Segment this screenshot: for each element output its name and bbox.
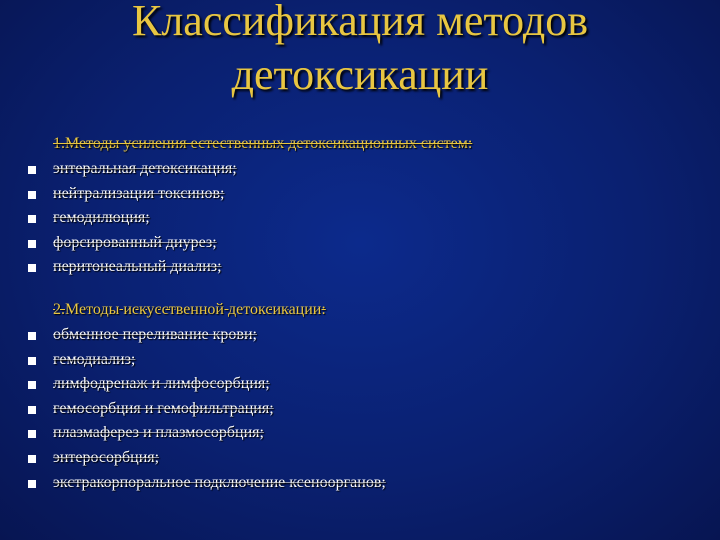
bullet-list xyxy=(28,323,708,495)
list-item-text: гемосорбция и гемофильтрация; xyxy=(53,399,274,417)
square-bullet-icon xyxy=(28,166,36,174)
list-item xyxy=(28,182,708,207)
list-item-text: лимфодренаж и лимфосорбция; xyxy=(53,375,270,393)
list-item xyxy=(28,206,708,231)
list-item-text: плазмаферез и плазмосорбция; xyxy=(53,424,264,442)
list-item-text: энтеросорбция; xyxy=(53,448,160,466)
title-line-2: детоксикации xyxy=(231,50,489,99)
list-item xyxy=(28,323,708,348)
list-item xyxy=(28,421,708,446)
list-item xyxy=(28,157,708,182)
list-item xyxy=(28,397,708,422)
square-bullet-icon xyxy=(28,480,36,488)
title-line-1: Классификация методов xyxy=(132,0,588,45)
bullet-list xyxy=(28,157,708,280)
square-bullet-icon xyxy=(28,430,36,438)
list-item-text: гемодилюция; xyxy=(53,209,150,227)
list-item-text: экстракорпоральное подключение ксеноорганов; xyxy=(53,473,386,491)
list-item-text: форсированный диурез; xyxy=(53,233,217,251)
list-item xyxy=(28,372,708,397)
section-artificial-methods xyxy=(28,300,708,495)
square-bullet-icon xyxy=(28,264,36,272)
section-heading: 1.Методы усиления естественных детоксикационных систем: xyxy=(53,135,473,152)
section-natural-methods xyxy=(28,134,708,280)
list-item xyxy=(28,231,708,256)
list-item xyxy=(28,348,708,373)
square-bullet-icon xyxy=(28,357,36,365)
section-heading: 2.Методы искусственной детоксикации: xyxy=(53,301,326,318)
list-item xyxy=(28,446,708,471)
square-bullet-icon xyxy=(28,332,36,340)
list-item-text: перитонеальный диализ; xyxy=(53,258,222,276)
list-item-text: нейтрализация токсинов; xyxy=(53,184,225,202)
square-bullet-icon xyxy=(28,215,36,223)
square-bullet-icon xyxy=(28,240,36,248)
list-item xyxy=(28,255,708,280)
list-item xyxy=(28,471,708,496)
list-item-text: энтеральная детоксикация; xyxy=(53,160,237,177)
slide-title xyxy=(60,0,660,102)
square-bullet-icon xyxy=(28,381,36,389)
square-bullet-icon xyxy=(28,191,36,199)
list-item-text: обменное переливание крови; xyxy=(53,326,257,343)
square-bullet-icon xyxy=(28,406,36,414)
list-item-text: гемодиализ; xyxy=(53,350,136,368)
square-bullet-icon xyxy=(28,455,36,463)
